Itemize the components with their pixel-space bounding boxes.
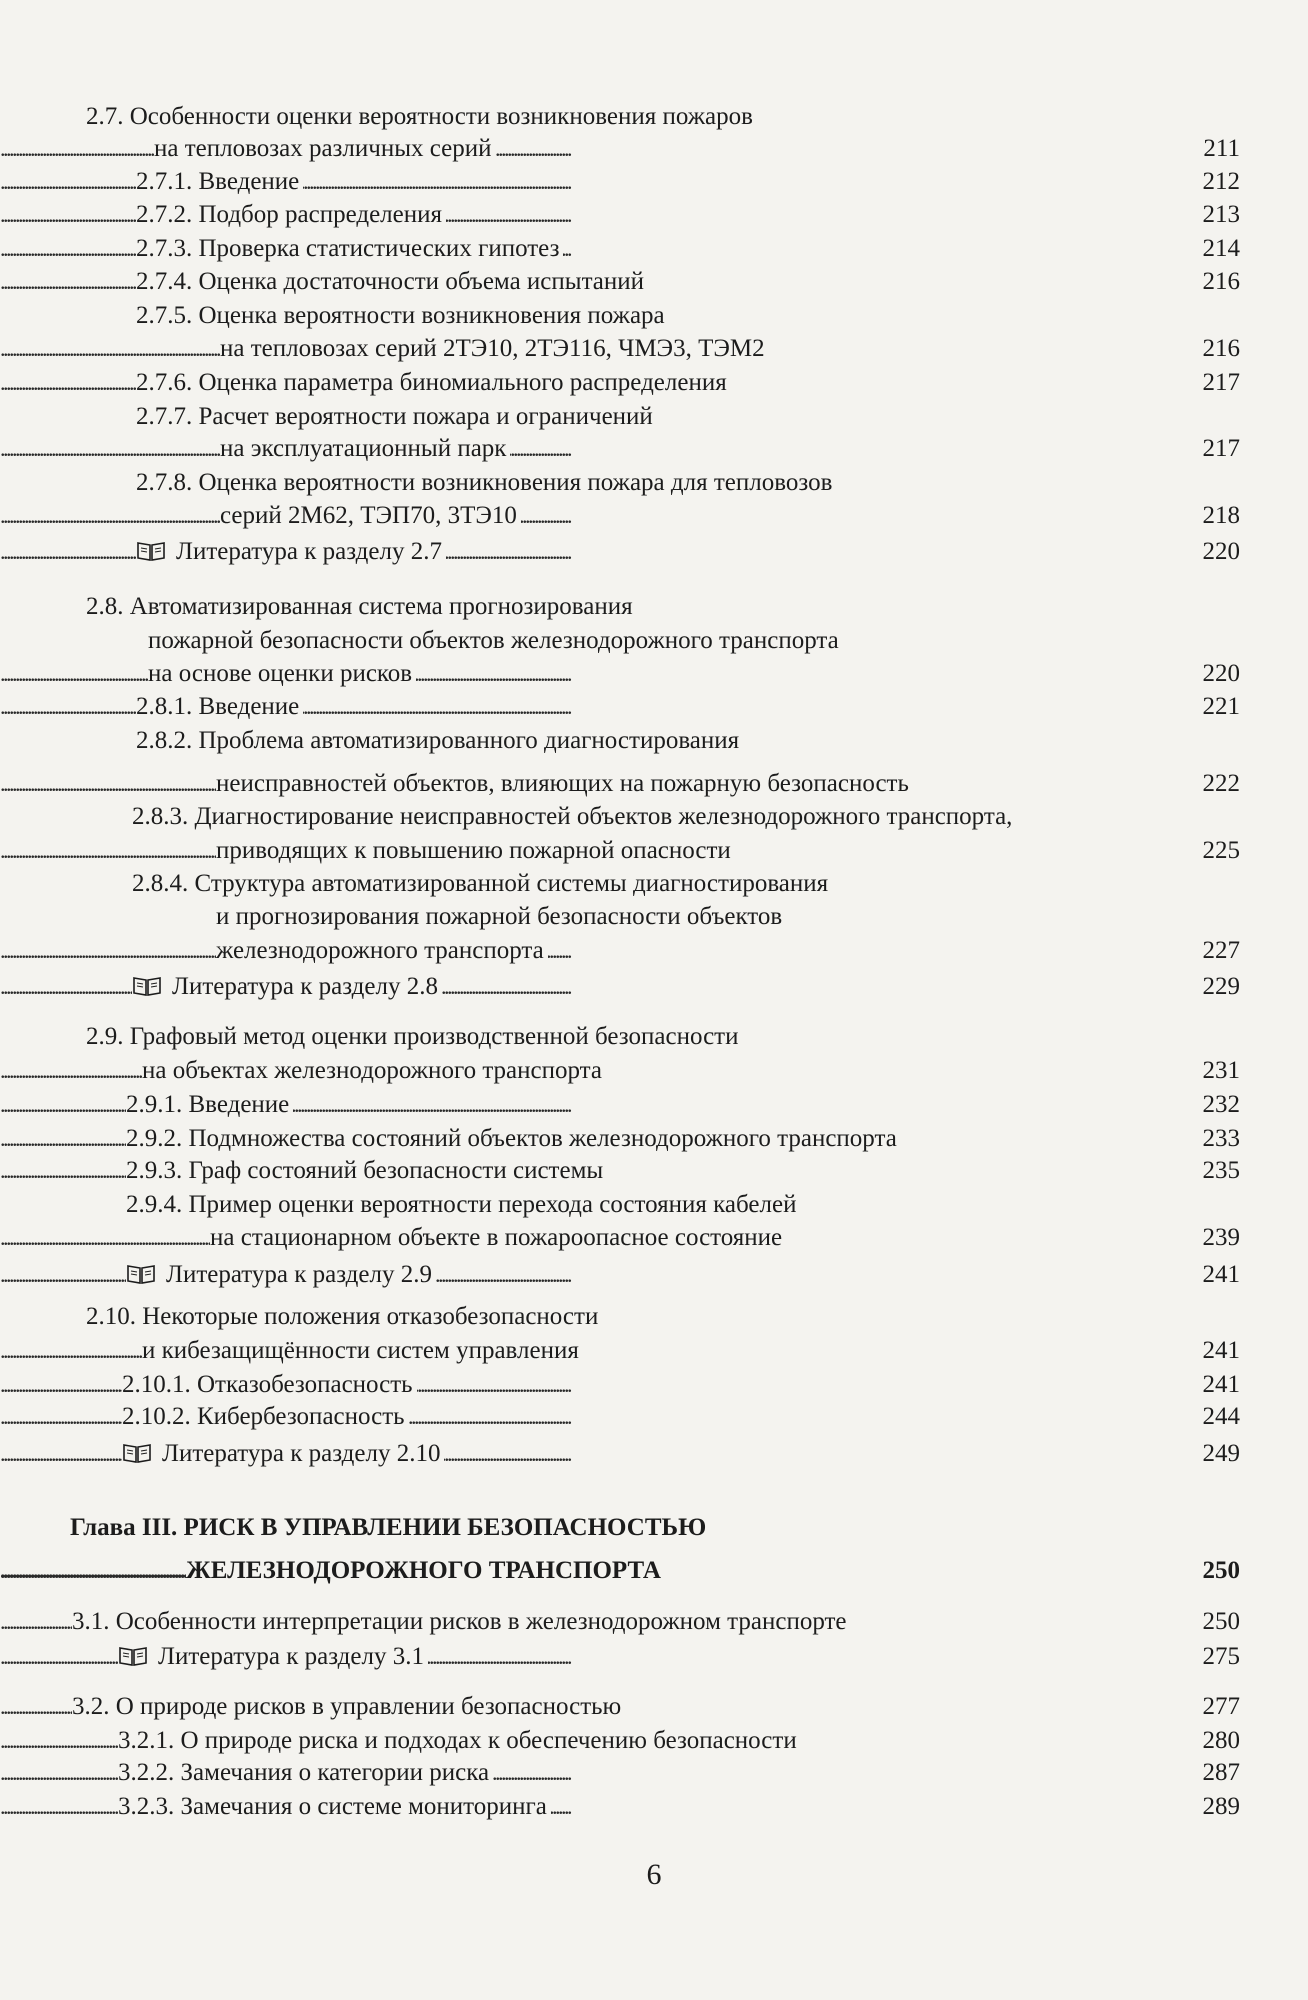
toc-entry: . . . 2.7.2. Подбор распределения 213 [0,198,1308,232]
toc-entry: . . . Литература к разделу 2.10 249 [0,1437,1308,1471]
toc-entry: пожарной безопасности объектов железнодорожного транспорта [148,627,839,654]
toc-entry: . . . 2.7.3. Проверка статистических гипотез 214 [0,232,1308,266]
toc-entry: 2.9. Графовый метод оценки производственной безопасности [86,1023,739,1050]
toc-entry: . . . 2.9.1. Введение 232 [0,1088,1308,1122]
chapter-heading: Глава III. РИСК В УПРАВЛЕНИИ БЕЗОПАСНОСТЬЮ [70,1514,707,1541]
book-icon [126,1263,156,1285]
toc-entry: и прогнозирования пожарной безопасности объектов [216,903,783,930]
toc-entry: . . . 2.9.3. Граф состояний безопасности системы 235 [0,1154,1308,1188]
chapter-heading: . . . ЖЕЛЕЗНОДОРОЖНОГО ТРАНСПОРТА 250 [0,1554,1308,1588]
toc-entry: . . . 2.8.1. Введение 221 [0,690,1308,724]
toc-entry: . . . Литература к разделу 2.7 220 [0,535,1308,569]
toc-entry: 2.7.5. Оценка вероятности возникновения пожара [136,302,665,329]
toc-entry: 2.8.2. Проблема автоматизированного диагностирования [136,727,740,754]
toc-entry: . . . на объектах железнодорожного транспорта 231 [0,1054,1308,1088]
book-icon [118,1645,148,1667]
toc-entry: . . . на тепловозах серий 2ТЭ10, 2ТЭ116, ЧМЭ3, ТЭМ2 216 [0,332,1308,366]
toc-entry: . . . на тепловозах различных серий 211 [0,132,1308,166]
toc-entry: . . . серий 2М62, ТЭП70, 3ТЭ10 218 [0,499,1308,533]
toc-entry: . . . и кибезащищённости систем управления 241 [0,1334,1308,1368]
toc-entry: . . . 3.2. О природе рисков в управлении безопасностью 277 [0,1690,1308,1724]
toc-entry: 2.8. Автоматизированная система прогнозирования [86,593,633,620]
page-number: 6 [646,1858,662,1891]
toc-entry: . . . приводящих к повышению пожарной опасности 225 [0,834,1308,868]
toc-entry: . . . 2.10.2. Кибербезопасность 244 [0,1400,1308,1434]
toc-entry: . . . 2.9.2. Подмножества состояний объектов железнодорожного транспорта 233 [0,1122,1308,1156]
toc-entry: 2.7.8. Оценка вероятности возникновения пожара для тепловозов [136,469,833,496]
toc-entry: . . . Литература к разделу 3.1 275 [0,1640,1308,1674]
toc-entry: . . . 3.2.2. Замечания о категории риска 287 [0,1756,1308,1790]
book-icon [136,540,166,562]
toc-entry: . . . на стационарном объекте в пожароопасное состояние 239 [0,1221,1308,1255]
toc-entry: . . . 2.7.4. Оценка достаточности объема испытаний 216 [0,265,1308,299]
toc-entry: 2.10. Некоторые положения отказобезопасности [86,1303,599,1330]
toc-entry: 2.8.3. Диагностирование неисправностей объектов железнодорожного транспорта, [132,803,1013,830]
toc-entry: . . . на эксплуатационный парк 217 [0,432,1308,466]
book-icon [132,975,162,997]
toc-entry: . . . 3.2.1. О природе риска и подходах к обеспечению безопасности 280 [0,1724,1308,1758]
toc-entry: . . . Литература к разделу 2.8 229 [0,970,1308,1004]
toc-entry: . . . неисправностей объектов, влияющих на пожарную безопасность 222 [0,767,1308,801]
toc-entry: . . . 3.1. Особенности интерпретации рисков в железнодорожном транспорте 250 [0,1605,1308,1639]
toc-entry: . . . 3.2.3. Замечания о системе мониторинга 289 [0,1790,1308,1824]
toc-entry: . . . на основе оценки рисков 220 [0,657,1308,691]
toc-entry: . . . 2.7.1. Введение 212 [0,165,1308,199]
toc-entry: 2.8.4. Структура автоматизированной системы диагностирования [132,870,829,897]
toc-entry: . . . железнодорожного транспорта 227 [0,934,1308,968]
book-icon [122,1442,152,1464]
toc-entry: . . . 2.10.1. Отказобезопасность 241 [0,1368,1308,1402]
toc-entry: . . . Литература к разделу 2.9 241 [0,1258,1308,1292]
toc-entry: . . . 2.7.6. Оценка параметра биномиального распределения 217 [0,366,1308,400]
toc-entry: 2.7. Особенности оценки вероятности возникновения пожаров [86,103,753,130]
toc-entry: 2.7.7. Расчет вероятности пожара и ограничений [136,403,653,430]
toc-entry: 2.9.4. Пример оценки вероятности перехода состояния кабелей [126,1191,797,1218]
